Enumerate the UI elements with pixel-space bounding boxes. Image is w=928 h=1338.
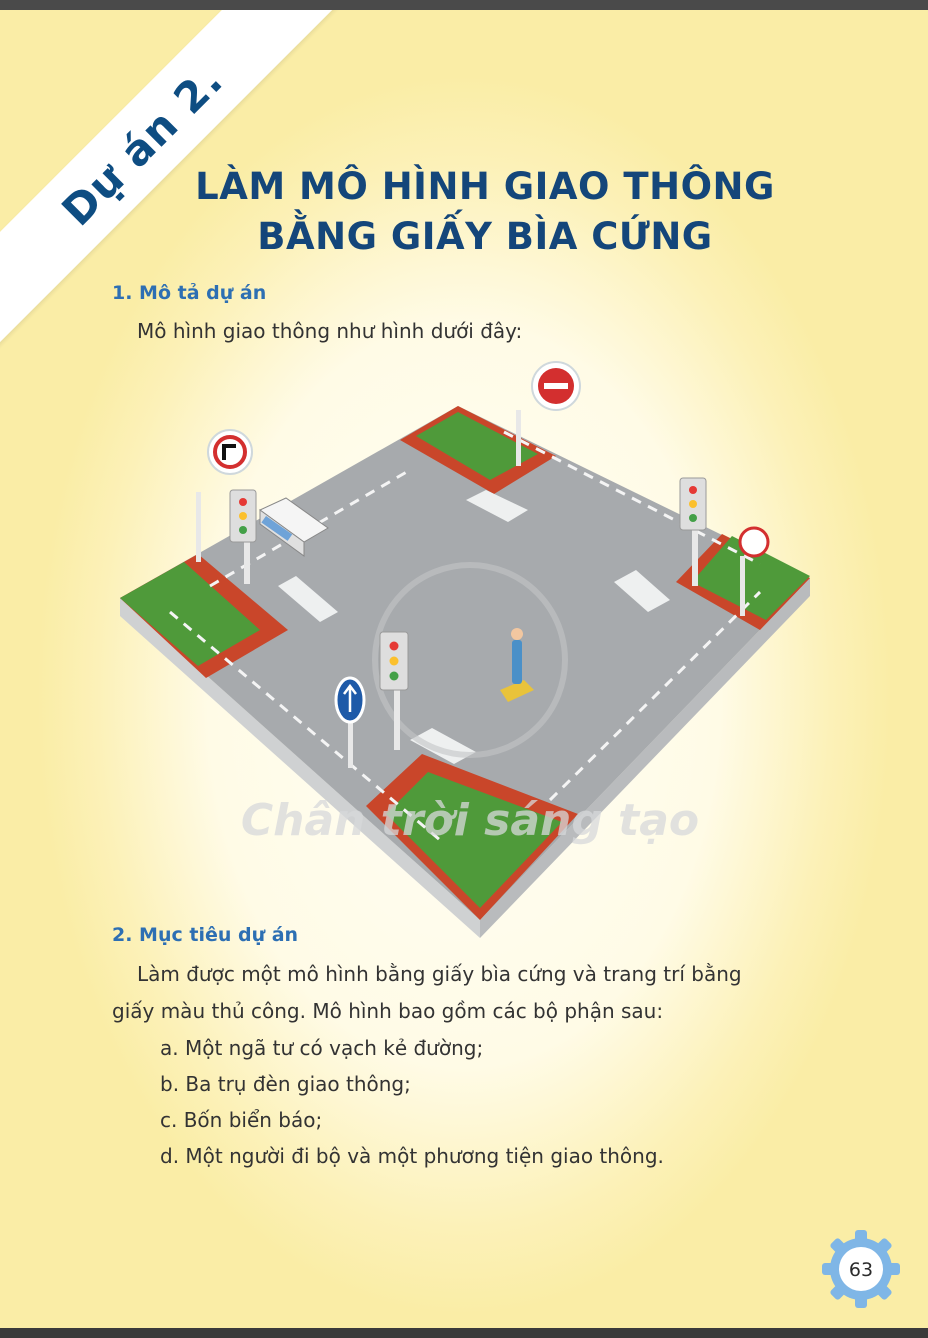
list-item-d: d. Một người đi bộ và một phương tiện giao thông. xyxy=(160,1144,664,1168)
page-number-gear-icon xyxy=(820,1228,902,1310)
section-2-line-2: giấy màu thủ công. Mô hình bao gồm các bộ phận sau: xyxy=(112,999,664,1023)
watermark-text: Chân trời sáng tạo xyxy=(240,795,700,846)
textbook-page xyxy=(0,10,928,1328)
section-2-line-1: Làm được một mô hình bằng giấy bìa cứng và trang trí bằng xyxy=(137,962,742,986)
traffic-model-illustration xyxy=(110,360,820,940)
list-item-c: c. Bốn biển báo; xyxy=(160,1108,323,1132)
list-item-a: a. Một ngã tư có vạch kẻ đường; xyxy=(160,1036,484,1060)
section-1-heading: 1. Mô tả dự án xyxy=(112,282,267,304)
section-1-text: Mô hình giao thông như hình dưới đây: xyxy=(137,319,523,343)
page-title xyxy=(140,162,830,262)
section-2-heading: 2. Mục tiêu dự án xyxy=(112,924,299,946)
viewer-bottom-bar xyxy=(0,1328,928,1338)
banner-label: Dự án 2. xyxy=(52,55,232,235)
title-line-2: BẰNG GIẤY BÌA CỨNG xyxy=(257,215,713,258)
page-number: 63 xyxy=(848,1259,874,1281)
list-item-b: b. Ba trụ đèn giao thông; xyxy=(160,1072,411,1096)
title-line-1: LÀM MÔ HÌNH GIAO THÔNG xyxy=(195,165,775,208)
